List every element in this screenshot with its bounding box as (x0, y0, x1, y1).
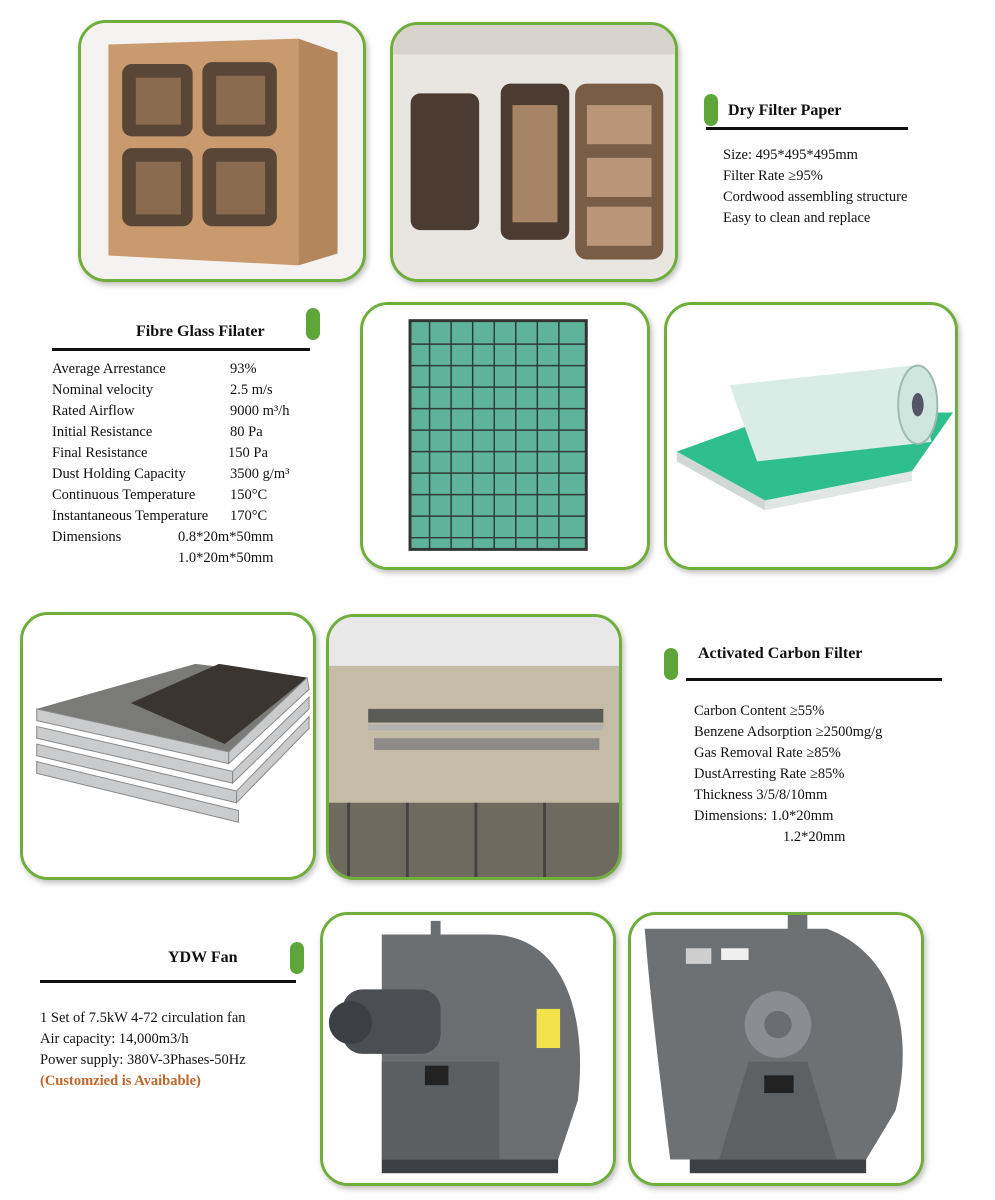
customization-note: (Customzied is Avaibable) (40, 1073, 201, 1089)
spec-row: Nominal velocity 2.5 m/s (52, 382, 273, 398)
fibre-glass-pill-icon (306, 308, 320, 340)
carbon-filter-rule (686, 678, 942, 681)
spec-line: 1.2*20mm (783, 829, 846, 845)
carbon-filter-pill-icon (664, 648, 678, 680)
spec-line: Size: 495*495*495mm (723, 147, 858, 163)
fibre-glass-roll-photo (664, 302, 958, 570)
spec-line: Cordwood assembling structure (723, 189, 908, 205)
fan-specs (40, 1008, 246, 1092)
fan-pill-icon (290, 942, 304, 974)
fan-title: YDW Fan (168, 949, 238, 966)
spec-row: Rated Airflow 9000 m³/h (52, 403, 290, 419)
spec-row: Continuous Temperature 150°C (52, 487, 268, 503)
spec-row: Instantaneous Temperature 170°C (52, 508, 268, 524)
spec-line: Benzene Adsorption ≥2500mg/g (694, 724, 883, 740)
spec-line: Filter Rate ≥95% (723, 168, 823, 184)
spec-line: Dimensions: 1.0*20mm (694, 808, 834, 824)
spec-row: Dimensions 0.8*20m*50mm (52, 529, 274, 545)
spec-row: Dust Holding Capacity 3500 g/m³ (52, 466, 290, 482)
fibre-glass-rule (52, 348, 310, 351)
fan-rule (40, 980, 296, 983)
dry-filter-specs (723, 145, 907, 229)
spec-line: Air capacity: 14,000m3/h (40, 1031, 189, 1047)
spec-line: Power supply: 380V-3Phases-50Hz (40, 1052, 246, 1068)
spec-line: 1 Set of 7.5kW 4-72 circulation fan (40, 1010, 246, 1026)
carbon-filter-installed-photo (326, 614, 622, 880)
fan-photo-2 (628, 912, 924, 1186)
dry-filter-photo-2 (390, 22, 678, 282)
fan-photo-1 (320, 912, 616, 1186)
fibre-glass-title: Fibre Glass Filater (136, 323, 265, 340)
fibre-glass-specs (52, 359, 290, 569)
spec-row: 1.0*20m*50mm (178, 550, 274, 566)
spec-row: Average Arrestance 93% (52, 361, 257, 377)
spec-line: Easy to clean and replace (723, 210, 871, 226)
spec-row: Initial Resistance 80 Pa (52, 424, 263, 440)
dry-filter-pill-icon (704, 94, 718, 126)
carbon-filter-title: Activated Carbon Filter (698, 645, 863, 662)
fibre-glass-panel-photo (360, 302, 650, 570)
dry-filter-title: Dry Filter Paper (728, 102, 842, 119)
spec-line: Gas Removal Rate ≥85% (694, 745, 841, 761)
spec-line: Carbon Content ≥55% (694, 703, 825, 719)
carbon-filter-specs (694, 701, 882, 848)
carbon-filter-stack-photo (20, 612, 316, 880)
spec-line: DustArresting Rate ≥85% (694, 766, 845, 782)
spec-line: Thickness 3/5/8/10mm (694, 787, 828, 803)
dry-filter-photo-1 (78, 20, 366, 282)
dry-filter-rule (706, 127, 908, 130)
spec-row: Final Resistance 150 Pa (52, 445, 268, 461)
